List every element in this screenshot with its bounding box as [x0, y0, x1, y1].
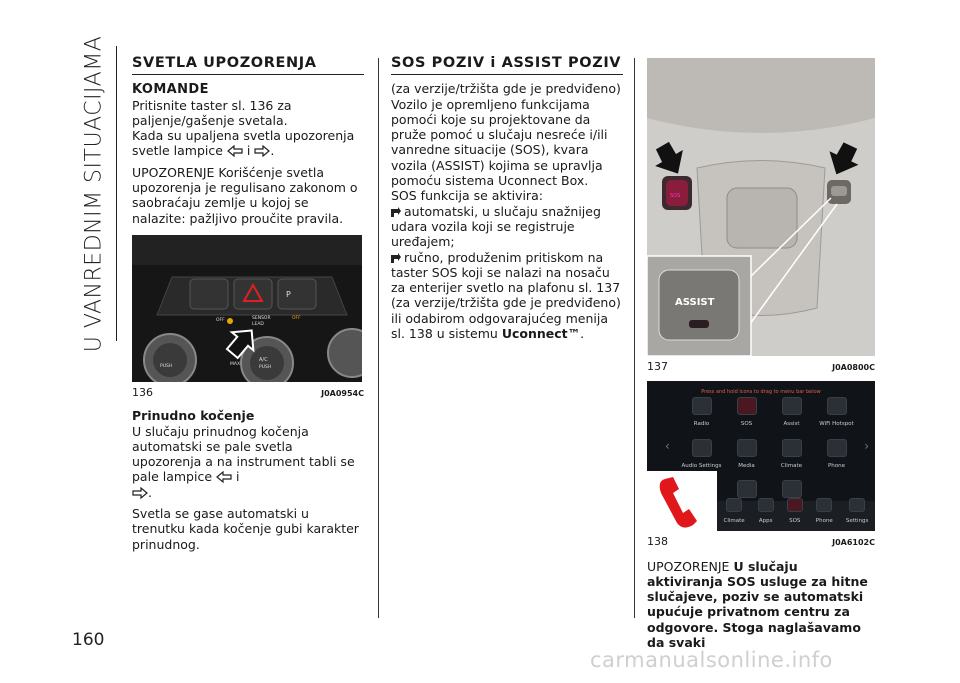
sos-button-label: SOS	[670, 193, 681, 199]
app-assist[interactable]: Assist	[769, 397, 814, 432]
column-divider-1	[378, 58, 379, 618]
figure-136-caption	[132, 385, 364, 401]
paragraph-vehicle-equipped: Vozilo je opremljeno funkcijama pomoći koje su projektovane da pruže pomoć u slučaju nesreće i/ili vanredne situacije (SOS), kvara vozila (ASSIST) kojima se upravlja pomoću sistema Uconnect Box.	[391, 96, 608, 189]
apps-icon	[758, 498, 774, 512]
figure-137-number: 137	[647, 360, 668, 373]
eco-icon	[782, 480, 802, 498]
figure-138-code: J0A6102C	[832, 538, 875, 548]
turn-left-lamp-icon	[227, 145, 243, 157]
chevron-left-icon: ‹	[665, 439, 670, 454]
radio-icon	[692, 397, 712, 415]
figure-137-ceiling-console	[647, 58, 875, 356]
warning-lead: UPOZORENJE	[647, 558, 730, 574]
off-left-label: OFF	[216, 317, 225, 323]
column-figures	[647, 58, 875, 650]
chapter-title-text: U VANREDNIM SITUACIJAMA	[81, 35, 107, 353]
paragraph-lights-off: Svetla se gase automatski u trenutku kada kočenje gubi karakter prinudnog.	[132, 506, 359, 552]
off-right-label: OFF	[292, 315, 301, 321]
subheading-emergency-braking: Prinudno kočenje	[132, 408, 255, 424]
hazard-panel-photo	[132, 235, 362, 382]
red-phone-icon	[647, 471, 717, 531]
lead-label: LEAD	[252, 321, 264, 327]
max-label: MAX	[230, 361, 241, 367]
climate-icon	[726, 498, 742, 512]
paragraph-warning-sos	[647, 559, 875, 651]
settings-icon	[849, 498, 865, 512]
figure-136-number: 136	[132, 385, 153, 399]
figure-136-hazard-button	[132, 235, 362, 382]
figure-137-caption	[647, 359, 875, 375]
figure-137-code: J0A0800C	[832, 363, 875, 372]
media-icon	[737, 439, 757, 457]
page-number: 160	[72, 630, 105, 650]
push-center-label: PUSH	[259, 364, 272, 370]
paragraph-versions: (za verzije/tržišta gde je predviđeno)	[391, 81, 621, 97]
dock-apps[interactable]: Apps	[758, 498, 774, 529]
watermark: carmanualsonline.info	[590, 648, 833, 672]
turn-right-lamp-icon	[132, 487, 148, 499]
uconnect-brand: Uconnect™	[501, 326, 581, 342]
assist-button-label: ASSIST	[675, 297, 715, 308]
paragraph-lamps: Kada su upaljena svetla upozorenja svetle lampice i .	[132, 128, 355, 159]
subsection-title-controls: KOMANDE	[132, 82, 209, 98]
app-phone[interactable]: Phone	[814, 439, 859, 474]
chapter-divider	[116, 46, 117, 341]
dock-sos[interactable]: SOS	[787, 498, 803, 529]
wifi-icon	[827, 397, 847, 415]
warning-text: U slučaju aktiviranja SOS usluge za hitne slučajeve, poziv se automatski upućuje privatnom centru za odgovore. Stoga naglašavamo da svaki	[647, 558, 868, 651]
compass-icon	[737, 480, 757, 498]
app-wifi-hotspot[interactable]: WiFi Hotspot	[814, 397, 859, 432]
section-title-sos-assist: SOS POZIV i ASSIST POZIV	[391, 56, 623, 75]
app-media[interactable]: Media	[724, 439, 769, 474]
menu-bar	[717, 501, 875, 531]
bullet-automatic: automatski, u slučaju snažnijeg udara vozila koji se registruje uređajem;	[391, 203, 601, 250]
figure-138-caption	[647, 534, 875, 550]
figure-138-uconnect-screen	[647, 381, 875, 531]
turn-right-lamp-icon	[254, 145, 270, 157]
bullet-manual: ručno, produženim pritiskom na taster SOS koji se nalazi na nosaču za enterijer svetlo na plafonu sl. 137 (za verzije/tržišta gde je predviđeno) ili odabirom odgovarajućeg menija sl. 138 u sistemu Uconnect™.	[391, 249, 621, 342]
paragraph-press-button: Pritisnite taster sl. 136 za paljenje/gašenje svetala.	[132, 97, 292, 128]
turn-left-lamp-icon	[216, 471, 232, 483]
section-title-warning-lights: SVETLA UPOZORENJA	[132, 56, 364, 75]
app-climate[interactable]: Climate	[769, 439, 814, 474]
bullet-icon	[391, 253, 401, 263]
chevron-right-icon: ›	[864, 439, 869, 454]
paragraph-emergency-braking: U slučaju prinudnog kočenja automatski se pale svetla upozorenja a na instrument tabli se pale lampice i .	[132, 423, 355, 500]
screen-hint: Press and hold icons to drag to menu bar below	[701, 389, 821, 396]
figure-136-code: J0A0954C	[321, 388, 364, 398]
bullet-icon	[391, 207, 401, 217]
app-audio-settings[interactable]: Audio Settings	[679, 439, 724, 474]
audio-settings-icon	[692, 439, 712, 457]
push-left-label: PUSH	[160, 363, 173, 369]
column-divider-2	[634, 58, 635, 618]
sensor-label: SENSOR	[252, 315, 271, 321]
app-radio[interactable]: Radio	[679, 397, 724, 432]
chapter-title-vertical	[74, 35, 114, 353]
app-sos[interactable]: SOS	[724, 397, 769, 432]
column-warning-lights	[132, 56, 364, 552]
assist-icon	[782, 397, 802, 415]
paragraph-warning-law: UPOZORENJE Korišćenje svetla upozorenja je regulisano zakonom o saobraćaju zemlje u kojoj se nalazite: pažljivo proučite pravila.	[132, 164, 358, 226]
ac-label: A/C	[259, 356, 268, 363]
dock-settings[interactable]: Settings	[846, 498, 869, 529]
phone-icon	[816, 498, 832, 512]
ceiling-console-photo	[647, 58, 875, 356]
phone-icon	[827, 439, 847, 457]
sos-icon	[737, 397, 757, 415]
paragraph-sos-activated: SOS funkcija se aktivira:	[391, 188, 543, 204]
dock-climate[interactable]: Climate	[724, 498, 745, 529]
climate-icon	[782, 439, 802, 457]
dock-phone[interactable]: Phone	[816, 498, 833, 529]
figure-138-number: 138	[647, 535, 668, 549]
p-button-label: P	[286, 289, 291, 299]
sos-icon	[787, 498, 803, 512]
column-sos-assist	[391, 56, 623, 341]
